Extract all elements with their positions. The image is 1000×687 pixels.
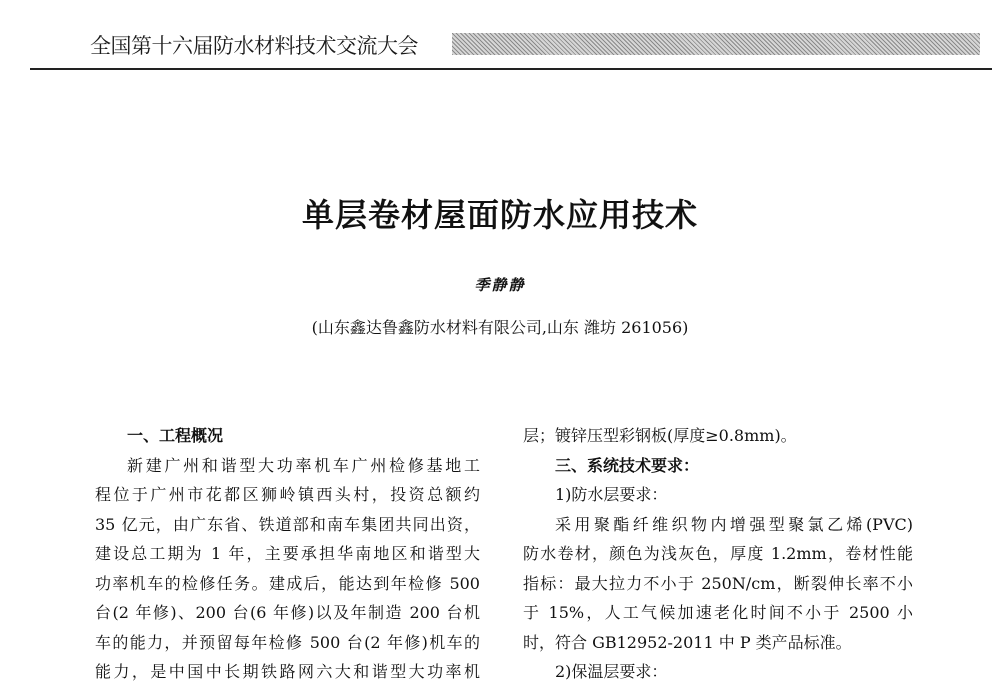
paragraph-line: 指标：最大拉力不小于 250N/cm，断裂伸长率不小: [523, 573, 913, 593]
paragraph-line: 防水卷材，颜色为浅灰色，厚度 1.2mm，卷材性能: [523, 544, 913, 563]
paragraph-line: 于 15%，人工气候加速老化时间不小于 2500 小: [523, 603, 913, 622]
paragraph-line: 台(2 年修)、200 台(6 年修)以及年制造 200 台机: [95, 603, 480, 622]
header-pattern-band: [452, 33, 980, 55]
left-column: [95, 421, 480, 687]
paragraph-line: 时，符合 GB12952-2011 中 P 类产品标准。: [523, 632, 852, 652]
section-heading: 一、工程概况: [127, 426, 224, 445]
author-affiliation: (山东鑫达鲁鑫防水材料有限公司,山东 潍坊 261056): [311, 318, 689, 337]
paragraph-line: 程位于广州市花都区狮岭镇西头村，投资总额约: [95, 485, 480, 504]
paragraph-line: 车的能力，并预留每年检修 500 台(2 年修)机车的: [95, 632, 480, 652]
right-column: [523, 421, 913, 687]
conference-header-title: 全国第十六届防水材料技术交流大会: [90, 34, 418, 58]
section-heading: 三、系统技术要求：: [555, 455, 700, 475]
paragraph-line: 层；镀锌压型彩钢板(厚度≥0.8mm)。: [523, 426, 797, 445]
subsection-heading: 1)防水层要求：: [555, 485, 668, 504]
paragraph-line: 建设总工期为 1 年，主要承担华南地区和谐型大: [95, 544, 480, 563]
paragraph-line: 采用聚酯纤维织物内增强型聚氯乙烯(PVC): [555, 514, 913, 534]
header-rule: [30, 68, 992, 70]
author-name: 季静静: [474, 276, 526, 294]
paragraph-line: 35 亿元，由广东省、铁道部和南车集团共同出资，: [95, 514, 480, 534]
paper-title: 单层卷材屋面防水应用技术: [301, 196, 698, 234]
subsection-heading: 2)保温层要求：: [555, 662, 668, 681]
paragraph-line: 能力，是中国中长期铁路网六大和谐型大功率机: [95, 662, 480, 681]
paragraph-line: 功率机车的检修任务。建成后，能达到年检修 500: [95, 573, 480, 593]
paragraph-line: 新建广州和谐型大功率机车广州检修基地工: [127, 455, 480, 475]
